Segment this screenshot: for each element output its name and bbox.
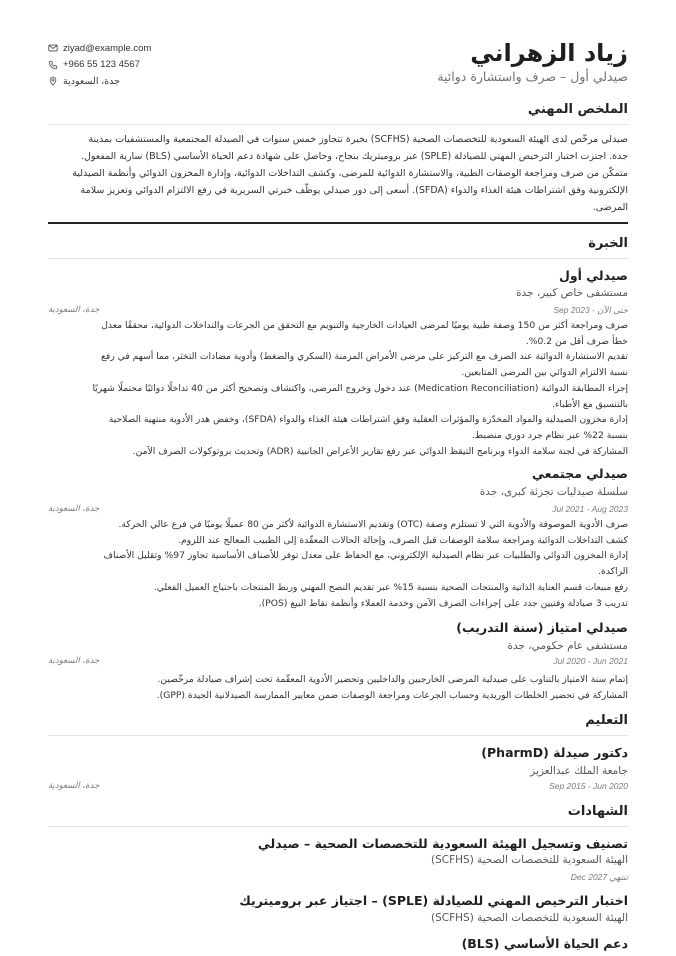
job-bullet: صرف ومراجعة أكثر من 150 وصفة طبية يوميًا لمرضى العيادات الخارجية والتنويم مع التحقق من الجرعات والتداخلات الدوائية، محققًا معدل [101, 320, 628, 331]
summary-line: صيدلي مرخّص لدى الهيئة السعودية للتخصصات الصحية (SCFHS) بخبرة تتجاوز خمس سنوات في الصيدلة المجتمعية والمستشفيات بمدينة [88, 134, 628, 145]
job-bullet: المشاركة في تحضير الخلطات الوريدية وحساب الجرعات ومراجعة الوصفات ضمن معايير الممارسة الصيدلانية الجيدة (GPP). [156, 689, 628, 701]
job-location: جدة، السعودية [48, 504, 100, 514]
certification-name: اختبار الترخيص المهني للصيادلة (SPLE) – اجتياز عبر بروميتريك [239, 893, 628, 908]
job-bullets [48, 672, 628, 703]
job-bullet: بالتنسيق مع الأطباء. [552, 398, 628, 410]
job-location: جدة، السعودية [48, 305, 100, 315]
job-bullets [48, 318, 628, 459]
education-location: جدة، السعودية [48, 781, 100, 791]
summary-line: جدة. اجتزت اختبار الترخيص المهني للصيادلة (SPLE) عبر بروميتريك بنجاح، وحاصل على شهادة دعم الحياة الأساسي (BLS) سارية المفعول. [80, 151, 628, 162]
summary-line: متمكّن من صرف ومراجعة الوصفات الطبية، والاستشارة الدوائية للمرضى، وكشف التداخلات الدوائية، وإدارة المخزون الدوائي وأنظمة الصيدلية [72, 168, 628, 179]
phone-text: +966 55 123 4567 [63, 59, 140, 71]
summary-line: المرضى. [592, 202, 628, 213]
job-dates: Jul 2021 - Aug 2023 [552, 504, 628, 514]
job-bullet: تدريب 3 صيادلة وفنيين جدد على إجراءات الصرف الآمن وخدمة العملاء وأنظمة نقاط البيع (POS). [258, 597, 628, 609]
job-bullet: كشف التداخلات الدوائية ومراجعة سلامة الوصفات قبل الصرف، وإحالة الحالات المعقّدة إلى الطبيب المعالج عند اللزوم. [178, 534, 628, 546]
certification-name: دعم الحياة الأساسي (BLS) [461, 936, 628, 951]
job-title: صيدلي أول [559, 268, 628, 283]
phone-icon [48, 60, 58, 70]
job-organization: سلسلة صيدليات تجزئة كبرى، جدة [479, 486, 628, 498]
job-bullet: نسبة الالتزام الدوائي بين المرضى المتابعين. [461, 367, 628, 379]
experience-divider [48, 258, 628, 259]
job-bullet: إدارة مخزون الصيدلية والمواد المخدّرة والمؤثرات العقلية وفق اشتراطات هيئة الغذاء والدواء (SFDA)، وخفض هدر الأدوية منتهية الصلاحية [108, 414, 628, 426]
experience-heading: الخبرة [588, 236, 628, 251]
certification-issuer: الهيئة السعودية للتخصصات الصحية (SCFHS) [430, 854, 628, 866]
certifications-heading: الشهادات [567, 804, 628, 819]
summary-text [48, 131, 628, 216]
job-dates: Jul 2020 - Jun 2021 [553, 656, 628, 666]
resume-page [48, 0, 628, 956]
education-divider [48, 735, 628, 736]
summary-line: الإلكترونية وفق اشتراطات هيئة الغذاء والدواء (SFDA). أسعى إلى دور صيدلي يوظّف خبرتي السريرية في رفع الالتزام الدوائي وتعزيز سلامة [80, 185, 628, 196]
contact-location [48, 73, 151, 90]
candidate-name: زياد الزهراني [470, 39, 628, 67]
resume-header [48, 38, 628, 98]
certification-issuer: الهيئة السعودية للتخصصات الصحية (SCFHS) [430, 912, 628, 924]
education-dates: Sep 2015 - Jun 2020 [549, 781, 628, 791]
section-divider-thick [48, 222, 628, 224]
job-bullet: المشاركة في لجنة سلامة الدواء وبرنامج التيقظ الدوائي عبر رفع تقارير الأعراض الجانبية (ADR) وتحديث بروتوكولات الصرف الآمن. [132, 445, 628, 457]
job-bullet: إجراء المطابقة الدوائية (Medication Reconciliation) عند دخول وخروج المرضى، واكتشاف وتصحيح أكثر من 40 تداخلًا دوائيًا محتملًا شهريًا [92, 382, 628, 394]
summary-divider [48, 124, 628, 125]
job-bullet: بنسبة 22% عبر نظام جرد دوري منضبط. [471, 429, 628, 441]
job-bullet: الراكدة. [598, 566, 628, 578]
certifications-divider [48, 826, 628, 827]
degree-title: دكتور صيدلة (PharmD) [481, 745, 628, 760]
contact-email[interactable] [48, 40, 151, 57]
job-bullet: رفع مبيعات قسم العناية الذاتية والمنتجات الصحية بنسبة 15% عبر تقديم النصح المهني وربط المنتجات باحتياج العميل الفعلي. [153, 581, 628, 593]
location-text: جدة، السعودية [63, 75, 121, 87]
email-text: ziyad@example.com [63, 42, 152, 54]
job-title: صيدلي امتياز (سنة التدريب) [456, 620, 628, 635]
summary-heading: الملخص المهني [527, 102, 628, 117]
job-title: صيدلي مجتمعي [531, 466, 628, 481]
certification-name: تصنيف وتسجيل الهيئة السعودية للتخصصات الصحية – صيدلي [257, 836, 628, 851]
job-bullets [48, 517, 628, 611]
job-organization: مستشفى خاص كبير، جدة [515, 287, 628, 299]
education-heading: التعليم [585, 713, 628, 728]
school-name: جامعة الملك عبدالعزيز [530, 765, 628, 777]
job-organization: مستشفى عام حكومي، جدة [507, 640, 628, 652]
candidate-tagline: صيدلي أول – صرف واستشارة دوائية [437, 69, 628, 84]
job-dates: Sep 2023 - حتى الآن [553, 305, 628, 315]
mail-icon [48, 43, 58, 53]
location-pin-icon [48, 76, 58, 86]
job-bullet: صرف الأدوية الموصوفة والأدوية التي لا تستلزم وصفة (OTC) وتقديم الاستشارة الدوائية لأكثر من 80 عميلًا يوميًا في فرع عالي الحركة. [118, 519, 628, 530]
job-bullet: تقديم الاستشارة الدوائية عند الصرف مع التركيز على مرضى الأمراض المزمنة (السكري والضغط) وأدوية مضادات التخثر، مما أسهم في رفع [101, 351, 628, 363]
contact-list [48, 40, 151, 90]
job-bullet: خطأ صرف أقل من 0.2%. [525, 335, 628, 347]
job-location: جدة، السعودية [48, 656, 100, 666]
job-bullet: إتمام سنة الامتياز بالتناوب على صيدلية المرضى الخارجيين والداخليين وتحضير الأدوية المعقّمة تحت إشراف صيادلة مرخّصين. [157, 674, 628, 685]
job-bullet: إدارة المخزون الدوائي والطلبيات عبر نظام الصيدلية الإلكتروني، مع الحفاظ على معدل توفر للأصناف الأساسية تجاوز 97% وتقليل الأصناف [103, 550, 628, 562]
contact-phone[interactable] [48, 57, 151, 74]
certification-expiry: تنتهي Dec 2027 [570, 872, 628, 882]
